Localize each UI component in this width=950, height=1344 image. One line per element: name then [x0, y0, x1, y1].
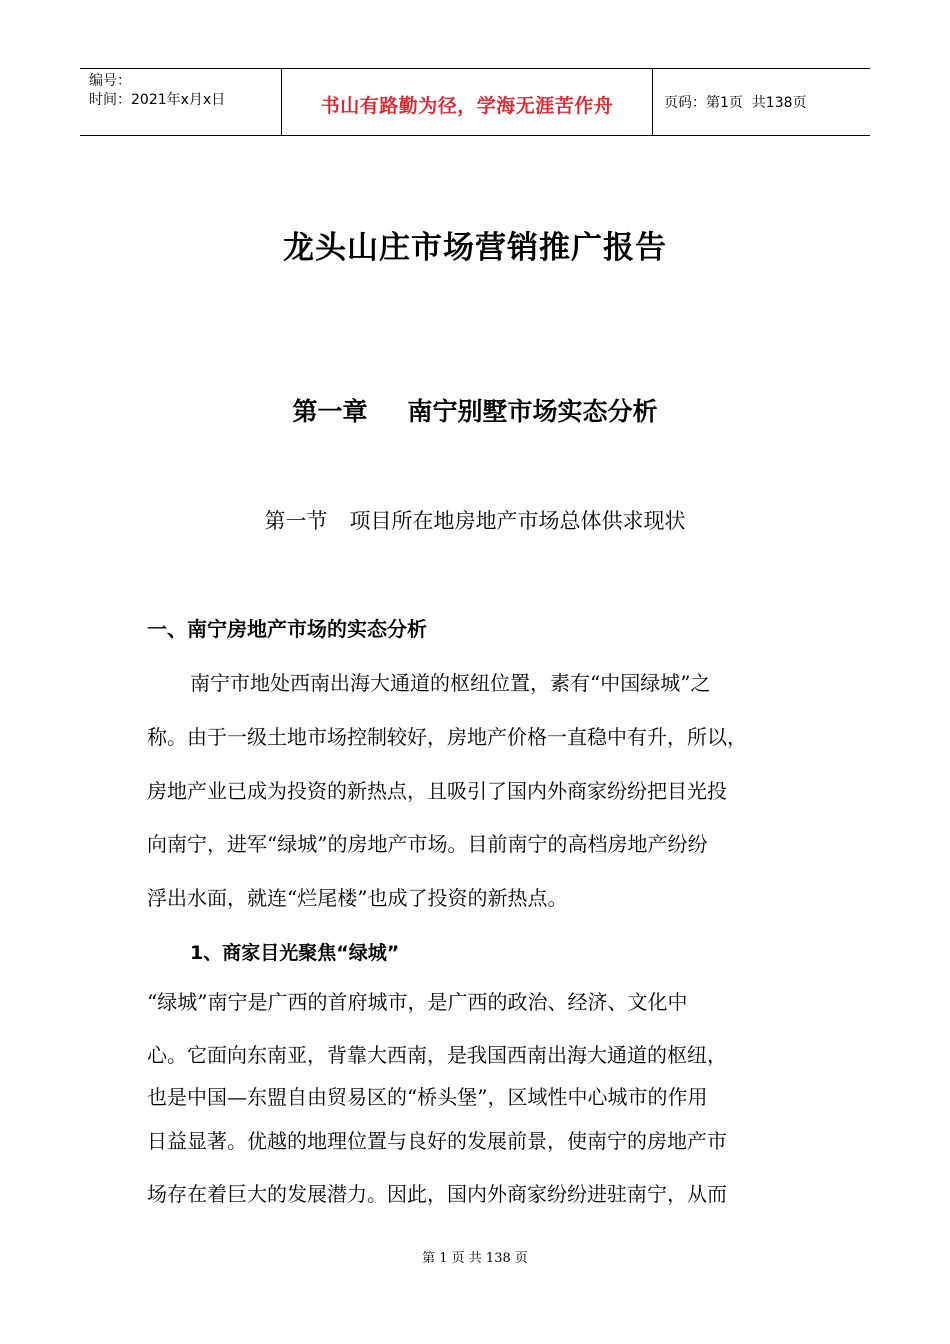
- header-table: [80, 68, 870, 136]
- header-motto-cell: [282, 69, 653, 135]
- paragraph-2-line: 心。它面向东南亚，背靠大西南，是我国西南出海大通道的枢纽，: [147, 1043, 727, 1067]
- motto-text: 书山有路勤为径，学海无涯苦作舟: [320, 94, 614, 117]
- section-number: 第一节: [264, 509, 328, 533]
- chapter-heading: [0, 392, 950, 428]
- paragraph-2-line: “绿城”南宁是广西的首府城市，是广西的政治、经济、文化中: [147, 990, 688, 1014]
- subheading-2: 1、商家目光聚焦“绿城”: [190, 942, 400, 964]
- document-number-label: 编号：: [89, 73, 131, 89]
- document-title: 龙头山庄市场营销推广报告: [283, 230, 667, 266]
- paragraph-1-line: 房地产业已成为投资的新热点，且吸引了国内外商家纷纷把目光投: [147, 779, 727, 803]
- chapter-number: 第一章: [292, 397, 368, 426]
- section-heading: [0, 505, 950, 535]
- header-page-cell: [653, 69, 870, 135]
- paragraph-1-line: 南宁市地处西南出海大通道的枢纽位置，素有“中国绿城”之: [190, 671, 711, 695]
- subheading-1: 一、南宁房地产市场的实态分析: [147, 617, 427, 641]
- paragraph-2-line: 场存在着巨大的发展潜力。因此，国内外商家纷纷进驻南宁，从而: [147, 1182, 727, 1206]
- chapter-name: 南宁别墅市场实态分析: [407, 397, 658, 426]
- paragraph-1-line: 称。由于一级土地市场控制较好，房地产价格一直稳中有升，所以，: [147, 725, 747, 749]
- page-footer: 第 1 页 共 138 页: [422, 1251, 528, 1266]
- page-info-label: 页码：第1页 共138页: [664, 95, 807, 111]
- paragraph-2-line: 也是中国—东盟自由贸易区的“桥头堡”，区域性中心城市的作用: [147, 1085, 708, 1109]
- paragraph-1-line: 浮出水面，就连“烂尾楼”也成了投资的新热点。: [147, 886, 568, 910]
- document-date-label: 时间：2021年x月x日: [89, 92, 226, 108]
- header-meta-cell: [80, 69, 282, 135]
- section-name: 项目所在地房地产市场总体供求现状: [349, 509, 686, 533]
- paragraph-1-line: 向南宁，进军“绿城”的房地产市场。目前南宁的高档房地产纷纷: [147, 832, 708, 856]
- paragraph-2-line: 日益显著。优越的地理位置与良好的发展前景，使南宁的房地产市: [147, 1129, 727, 1153]
